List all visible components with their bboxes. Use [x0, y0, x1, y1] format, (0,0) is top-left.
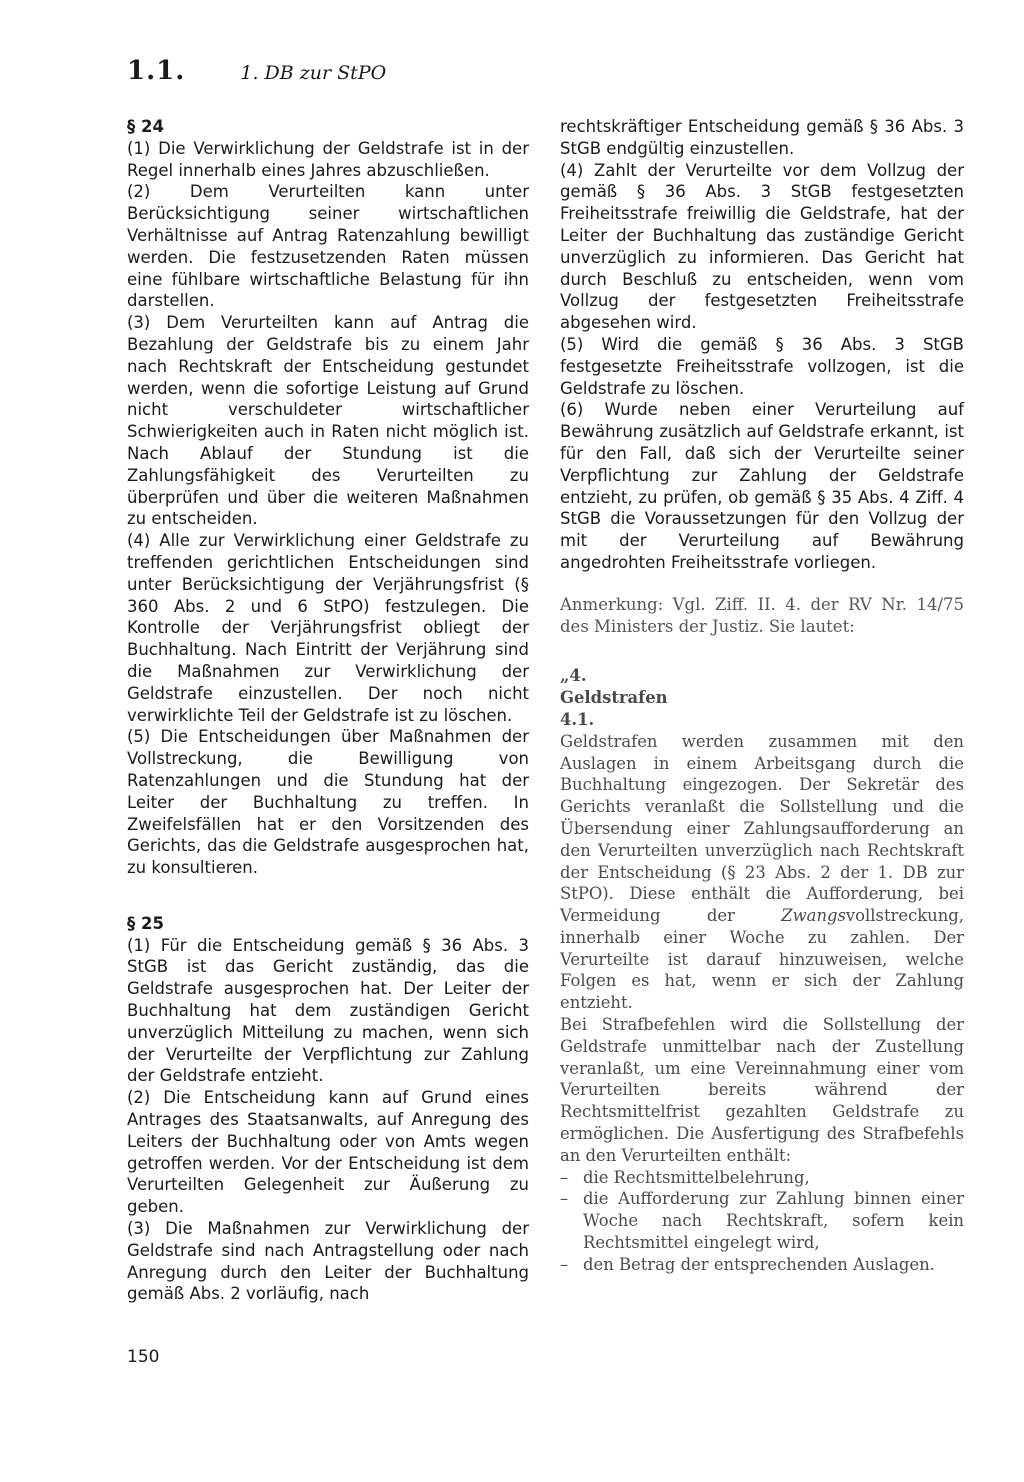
s25-paragraph-2: (2) Die Entscheidung kann auf Grund eines Antrages des Staatsanwalts, auf Anregung des Leiters der Buchhaltung oder von Amts wegen getroffen werden. Vor der Entscheidung ist dem Verurteilten Gelegenheit zur Äußerung zu geben.	[127, 1088, 529, 1217]
quote-title: Geldstrafen	[560, 688, 668, 708]
left-column	[127, 116, 529, 1305]
s24-paragraph-2: (2) Dem Verurteilten kann unter Berücksichtigung seiner wirtschaftlichen Verhältnisse auf Antrag Ratenzahlung bewilligt werden. Die festzusetzenden Raten müssen eine fühlbare wirtschaftliche Belastung für ihn darstellen.	[127, 182, 529, 311]
list-item: – die Rechtsmittelbelehrung,	[560, 1167, 964, 1189]
s25-paragraph-3-continued: rechtskräftiger Entscheidung gemäß § 36 Abs. 3 StGB endgültig einzustellen.	[560, 117, 964, 158]
list-item: – die Aufforderung zur Zahlung binnen einer Woche nach Rechtskraft, sofern kein Rechtsmittel eingelegt wird,	[560, 1188, 964, 1253]
list-item: – den Betrag der entsprechenden Auslagen.	[560, 1254, 964, 1276]
s25-paragraph-5: (5) Wird die gemäß § 36 Abs. 3 StGB festgesetzte Freiheitsstrafe vollzogen, ist die Geldstrafe zu löschen.	[560, 334, 964, 398]
quote-paragraph-1-part-b: vollstreckung, innerhalb einer Woche zu zahlen. Der Verurteilte ist darauf hinzuweisen, welche Folgen es hat, wenn er sich der Zahlung entzieht.	[560, 906, 964, 1013]
s25-paragraph-1: (1) Für die Entscheidung gemäß § 36 Abs. 3 StGB ist das Gericht zuständig, das die Geldstrafe ausgesprochen hat. Der Leiter der Buchhaltung hat dem zuständigen Gericht unverzüglich Mitteilung zu machen, wenn sich der Verurteilte der Verpflichtung zur Zahlung der Geldstrafe entzieht.	[127, 935, 529, 1086]
s24-paragraph-3: (3) Dem Verurteilten kann auf Antrag die Bezahlung der Geldstrafe bis zu einem Jahr nach Rechtskraft der Entscheidung gestundet werden, wenn die sofortige Leistung auf Grund nicht verschuldeter wirtschaftlicher Schwierigkeiten auch in Raten nicht möglich ist. Nach Ablauf der Stundung ist die Zahlungsfähigkeit des Verurteilten zu überprüfen und über die weiteren Maßnahmen zu entscheiden.	[127, 313, 529, 529]
s25-paragraph-3: (3) Die Maßnahmen zur Verwirklichung der Geldstrafe sind nach Antragstellung oder nach Anregung durch den Leiter der Buchhaltung gemäß Abs. 2 vorläufig, nach	[127, 1219, 529, 1304]
s24-paragraph-1: (1) Die Verwirklichung der Geldstrafe ist in der Regel innerhalb eines Jahres abzuschließen.	[127, 138, 529, 180]
paragraph-heading-24: § 24	[127, 117, 164, 136]
page-number: 150	[127, 1347, 160, 1367]
paragraph-heading-25: § 25	[127, 913, 164, 933]
quote-subsection: 4.1.	[560, 709, 595, 729]
s25-paragraph-6: (6) Wurde neben einer Verurteilung auf Bewährung zusätzlich auf Geldstrafe erkannt, ist für den Fall, daß sich der Verurteilte seiner Verpflichtung zur Zahlung der Geldstrafe entzieht, zu prüfen, ob gemäß § 35 Abs. 4 Ziff. 4 StGB die Voraussetzungen für den Vollzug der mit der Verurteilung auf Bewährung angedrohten Freiheitsstrafe vorliegen.	[560, 400, 964, 572]
page-header	[127, 56, 386, 86]
annotation-note: Anmerkung: Vgl. Ziff. II. 4. der RV Nr. 14/75 des Ministers der Justiz. Sie lautet:	[560, 594, 964, 636]
s24-paragraph-4: (4) Alle zur Verwirklichung einer Geldstrafe zu treffenden gerichtlichen Entscheidungen sind unter Berücksichtigung der Verjährungsfrist (§ 360 Abs. 2 und 6 StPO) festzulegen. Die Kontrolle der Verjährungsfrist obliegt der Buchhaltung. Nach Eintritt der Verjährung sind die Maßnahmen zur Verwirklichung der Geldstrafe einzustellen. Der noch nicht verwirklichte Teil der Geldstrafe ist zu löschen.	[127, 531, 529, 725]
quote-paragraph-1	[560, 731, 964, 1014]
quote-number: „4.	[560, 666, 587, 686]
right-column	[560, 116, 964, 1276]
section-number: 1.1.	[127, 56, 186, 86]
s25-paragraph-4: (4) Zahlt der Verurteilte vor dem Vollzug der gemäß § 36 Abs. 3 StGB festgesetzten Freiheitsstrafe freiwillig die Geldstrafe, hat der Leiter der Buchhaltung das zuständige Gericht unverzüglich zu informieren. Das Gericht hat durch Beschluß zu entscheiden, wenn vom Vollzug der festgesetzten Freiheitsstrafe abgesehen wird.	[560, 160, 964, 333]
quote-paragraph-1-part-a: Geldstrafen werden zusammen mit den Auslagen in einem Arbeitsgang durch die Buchhaltung eingezogen. Der Sekretär des Gerichts veranlaßt die Sollstellung und die Übersendung einer Zahlungsaufforderung an den Verurteilten unverzüglich nach Rechtskraft der Entscheidung (§ 23 Abs. 2 der 1. DB zur StPO). Diese enthält die Aufforderung, bei Vermeidung der	[560, 731, 964, 926]
section-title: 1. DB zur StPO	[240, 62, 387, 84]
quote-paragraph-2: Bei Strafbefehlen wird die Sollstellung der Geldstrafe unmittelbar nach der Zustellung veranlaßt, um eine Vereinnahmung einer vom Verurteilten bereits während der Rechtsmittelfrist gezahlten Geldstrafe zu ermöglichen. Die Ausfertigung des Strafbefehls an den Verurteilten enthält:	[560, 1015, 964, 1165]
quote-paragraph-1-emphasis: Zwangs	[781, 906, 846, 926]
s24-paragraph-5: (5) Die Entscheidungen über Maßnahmen der Vollstreckung, die Bewilligung von Ratenzahlungen und die Stundung hat der Leiter der Buchhaltung zu treffen. In Zweifelsfällen hat er den Vorsitzenden des Gerichts, das die Geldstrafe ausgesprochen hat, zu konsultieren.	[127, 727, 529, 878]
quote-dash-list	[560, 1167, 964, 1276]
